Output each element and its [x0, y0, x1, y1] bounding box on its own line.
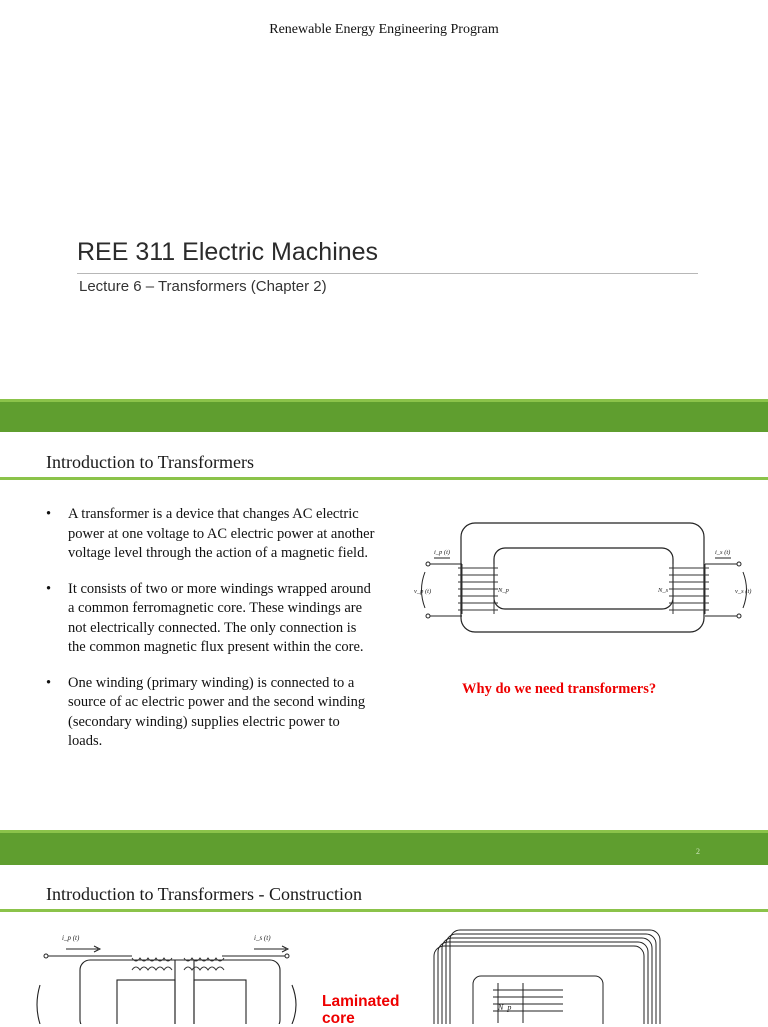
np-label: N_p: [498, 587, 509, 594]
ip-label: i_p (t): [434, 549, 451, 556]
slide3-title: Introduction to Transformers - Construction: [46, 884, 362, 904]
construction-ip-label: i_p (t): [62, 934, 80, 942]
bullet-item: • A transformer is a device that changes AC electric power at one voltage to AC electric power at another voltage level through the action of a magnetic field.: [46, 505, 376, 564]
construction-diagram-left: [22, 925, 312, 1024]
lecture-subtitle: Lecture 6 – Transformers (Chapter 2): [79, 278, 327, 295]
question-callout: Why do we need transformers?: [462, 681, 657, 697]
secondary-coil: [669, 564, 709, 614]
core-outer: [461, 523, 704, 632]
primary-coil: [458, 564, 498, 614]
slide2-title-rule: [0, 477, 768, 480]
slide2-title: Introduction to Transformers: [46, 452, 254, 472]
bullet-item: • It consists of two or more windings wrapped around a common ferromagnetic core. These windings are not electrically connected. The only connection is the common magnetic flux present within the core.: [46, 580, 376, 658]
core-window: [494, 548, 673, 609]
slide-separator-band-2: [0, 833, 768, 865]
course-title: REE 311 Electric Machines: [77, 238, 379, 266]
laminated-core-diagram: [428, 928, 668, 1024]
bullet-list: [46, 505, 376, 768]
vp-label: v_p (t): [414, 588, 432, 595]
construction-is-label: i_s (t): [254, 934, 271, 942]
slide-number: 2: [696, 847, 700, 856]
slide3-title-rule: [0, 909, 768, 912]
title-divider: [77, 273, 698, 274]
vs-label: v_s (t): [735, 588, 752, 595]
laminated-core-callout: Laminated core: [322, 993, 400, 1027]
is-label: i_s (t): [715, 549, 731, 556]
laminated-np-label: N_p: [498, 1003, 512, 1012]
transformer-diagram: [412, 520, 762, 635]
program-header: Renewable Energy Engineering Program: [269, 22, 499, 37]
ns-label: N_s: [658, 587, 669, 594]
slide-separator-band: [0, 402, 768, 432]
bullet-item: • One winding (primary winding) is connected to a source of ac electric power and the second winding (secondary winding) supplies electric power to loads.: [46, 674, 376, 752]
